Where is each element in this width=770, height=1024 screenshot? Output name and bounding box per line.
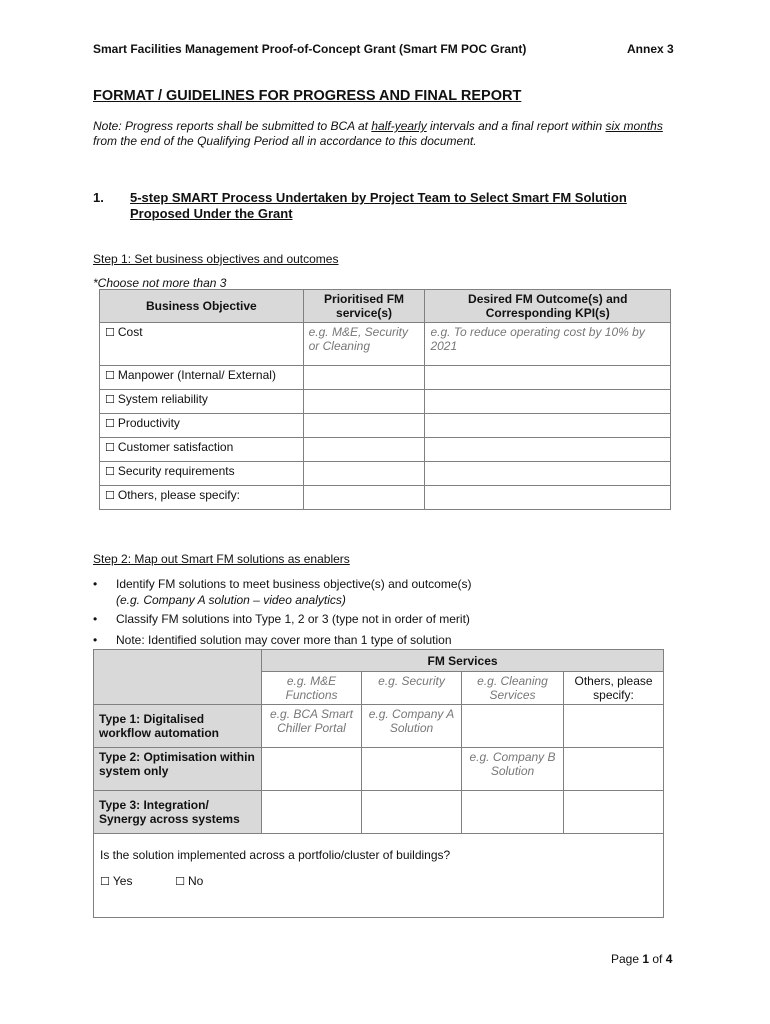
bullet-icon: •	[93, 612, 98, 626]
objective-label: Others, please specify:	[117, 488, 240, 502]
checkbox-manpower[interactable]: ☐	[105, 369, 115, 382]
outcome-cell[interactable]	[425, 438, 671, 462]
section-number: 1.	[93, 190, 104, 205]
objective-cell[interactable]	[100, 414, 304, 438]
fm-services-header: FM Services	[262, 650, 664, 672]
corner-cell	[94, 650, 262, 672]
list-item	[93, 576, 673, 608]
portfolio-question: Is the solution implemented across a portfolio/cluster of buildings?	[100, 848, 451, 862]
bullet-text: Note: Identified solution may cover more than 1 type of solution	[116, 633, 452, 647]
bullet-subtext: (e.g. Company A solution – video analytics)	[116, 593, 346, 607]
step1-heading: Step 1: Set business objectives and outcomes	[93, 252, 339, 266]
service-cell[interactable]	[303, 366, 425, 390]
objective-label: Manpower (Internal/ External)	[117, 368, 276, 382]
total-pages: 4	[665, 952, 673, 966]
list-item	[93, 632, 673, 648]
objective-cell[interactable]	[100, 462, 304, 486]
objective-label: Cost	[117, 325, 143, 339]
type-label-cell: Type 3: Integration/ Synergy across systems	[94, 791, 262, 834]
outcome-cell[interactable]	[425, 462, 671, 486]
note-half-yearly: half-yearly	[371, 119, 427, 133]
service-cell[interactable]	[303, 390, 425, 414]
solution-cell[interactable]: e.g. Company A Solution	[362, 705, 462, 748]
table-row	[100, 438, 671, 462]
bullet-text: Classify FM solutions into Type 1, 2 or 3 (type not in order of merit)	[116, 612, 470, 626]
objective-cell[interactable]	[100, 366, 304, 390]
corner-cell	[94, 672, 262, 705]
checkbox-no[interactable]: ☐	[175, 875, 186, 888]
solution-cell[interactable]	[564, 791, 664, 834]
type-label-cell: Type 1: Digitalised workflow automation	[94, 705, 262, 748]
solution-cell[interactable]	[262, 748, 362, 791]
objective-label: System reliability	[117, 392, 208, 406]
business-objective-table	[99, 289, 671, 510]
annex-label: Annex 3	[627, 42, 674, 56]
checkbox-productivity[interactable]: ☐	[105, 417, 115, 430]
checkbox-others[interactable]: ☐	[105, 489, 115, 502]
table-row	[100, 486, 671, 510]
service-header-cell: e.g. M&E Functions	[262, 672, 362, 705]
objective-cell[interactable]	[100, 486, 304, 510]
col-desired-outcome: Desired FM Outcome(s) and Corresponding KPI(s)	[425, 290, 671, 323]
page-title: FORMAT / GUIDELINES FOR PROGRESS AND FINAL REPORT	[93, 88, 522, 104]
outcome-cell[interactable]	[425, 414, 671, 438]
current-page: 1	[642, 952, 650, 966]
bullet-icon: •	[93, 577, 98, 591]
page-number	[611, 952, 672, 966]
document-header-title: Smart Facilities Management Proof-of-Concept Grant (Smart FM POC Grant)	[93, 42, 527, 56]
solution-cell[interactable]: e.g. BCA Smart Chiller Portal	[262, 705, 362, 748]
page-word: Page	[611, 952, 643, 966]
objective-label: Security requirements	[117, 464, 235, 478]
portfolio-question-row	[94, 834, 664, 918]
table-row	[100, 390, 671, 414]
table-row	[100, 414, 671, 438]
table-row	[94, 791, 664, 834]
note-text-2: intervals and a final report within	[426, 119, 606, 133]
service-cell[interactable]	[303, 438, 425, 462]
no-label: No	[188, 874, 204, 888]
checkbox-system-reliability[interactable]: ☐	[105, 393, 115, 406]
table-row	[94, 705, 664, 748]
objective-label: Productivity	[117, 416, 180, 430]
objective-label: Customer satisfaction	[117, 440, 234, 454]
outcome-cell[interactable]	[425, 390, 671, 414]
table-row	[100, 323, 671, 366]
solution-cell[interactable]	[262, 791, 362, 834]
col-prioritised-fm-service: Prioritised FM service(s)	[303, 290, 425, 323]
objective-cell[interactable]	[100, 438, 304, 462]
solution-cell[interactable]	[564, 748, 664, 791]
objective-cell[interactable]	[100, 323, 304, 366]
service-cell[interactable]	[303, 486, 425, 510]
solution-cell[interactable]: e.g. Company B Solution	[462, 748, 564, 791]
table-row	[94, 748, 664, 791]
of-word: of	[649, 952, 666, 966]
checkbox-cost[interactable]: ☐	[105, 326, 115, 339]
type-label-cell: Type 2: Optimisation within system only	[94, 748, 262, 791]
checkbox-yes[interactable]: ☐	[100, 875, 110, 888]
service-header-cell: Others, please specify:	[564, 672, 664, 705]
outcome-cell[interactable]	[425, 366, 671, 390]
step1-instruction: *Choose not more than 3	[93, 276, 227, 290]
bullet-icon: •	[93, 633, 98, 647]
solution-cell[interactable]	[362, 748, 462, 791]
submission-note	[93, 119, 677, 149]
fm-services-table	[93, 649, 664, 918]
col-business-objective: Business Objective	[100, 290, 304, 323]
service-header-cell: e.g. Security	[362, 672, 462, 705]
checkbox-customer-satisfaction[interactable]: ☐	[105, 441, 115, 454]
section-title: 5-step SMART Process Undertaken by Project Team to Select Smart FM Solution Proposed Under the Grant	[130, 190, 627, 221]
solution-cell[interactable]	[462, 791, 564, 834]
solution-cell[interactable]	[564, 705, 664, 748]
note-six-months: six months	[605, 119, 663, 133]
bullet-text: Identify FM solutions to meet business objective(s) and outcome(s)	[116, 577, 472, 591]
solution-cell[interactable]	[362, 791, 462, 834]
step2-bullet-list	[93, 576, 673, 648]
note-text-1: Note: Progress reports shall be submitted to BCA at	[93, 119, 372, 133]
table-row	[100, 366, 671, 390]
outcome-cell[interactable]: e.g. To reduce operating cost by 10% by 2021	[425, 323, 671, 366]
objective-cell[interactable]	[100, 390, 304, 414]
list-item	[93, 611, 673, 627]
table-row	[100, 462, 671, 486]
outcome-cell[interactable]	[425, 486, 671, 510]
service-cell[interactable]	[303, 462, 425, 486]
step2-heading: Step 2: Map out Smart FM solutions as enablers	[93, 552, 350, 566]
yes-label: Yes	[112, 874, 133, 888]
service-cell[interactable]	[303, 414, 425, 438]
note-text-3: from the end of the Qualifying Period all in accordance to this document.	[93, 134, 477, 148]
checkbox-security-requirements[interactable]: ☐	[105, 465, 115, 478]
solution-cell[interactable]	[462, 705, 564, 748]
service-cell[interactable]: e.g. M&E, Security or Cleaning	[303, 323, 425, 366]
service-header-cell: e.g. Cleaning Services	[462, 672, 564, 705]
